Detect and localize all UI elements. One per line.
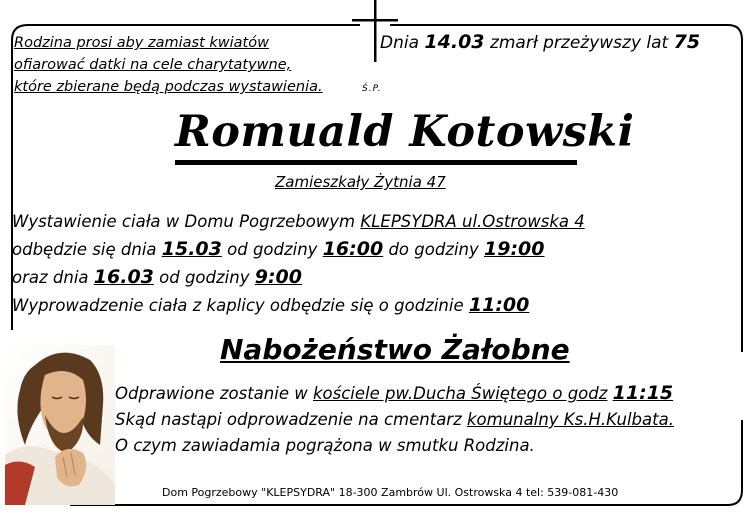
service-title: Nabożeństwo Żałobne xyxy=(220,333,570,366)
flowers-note-line: które zbierane będą podczas wystawienia. xyxy=(14,79,323,95)
death-date: 14.03 xyxy=(424,31,485,53)
viewing-text: odbędzie się dnia xyxy=(12,240,157,259)
viewing-line-1 xyxy=(12,212,585,231)
death-middle: zmarł przeżywszy lat xyxy=(489,33,669,53)
praying-figure-image xyxy=(5,345,115,505)
service-line-1 xyxy=(115,382,673,404)
viewing-from-2: 9:00 xyxy=(254,266,302,288)
footer-contact: Dom Pogrzebowy "KLEPSYDRA" 18-300 Zambrów Ul. Ostrowska 4 tel: 539-081-430 xyxy=(162,486,619,499)
flowers-note xyxy=(14,32,323,98)
viewing-text: Wyprowadzenie ciała z kaplicy odbędzie się o godzinie xyxy=(12,296,464,315)
viewing-from-1: 16:00 xyxy=(322,238,384,260)
viewing-text: oraz dnia xyxy=(12,268,89,287)
viewing-line-2 xyxy=(12,238,545,260)
death-info xyxy=(380,31,700,53)
viewing-text: Wystawienie ciała w Domu Pogrzebowym xyxy=(12,212,356,231)
death-prefix: Dnia xyxy=(380,33,420,53)
death-age: 75 xyxy=(673,31,701,53)
flowers-note-line: ofiarować datki na cele charytatywne, xyxy=(14,57,292,73)
departure-time: 11:00 xyxy=(468,294,530,316)
viewing-line-3 xyxy=(12,266,302,288)
address: Zamieszkały Żytnia 47 xyxy=(275,173,446,191)
service-text: Skąd nastąpi odprowadzenie na cmentarz xyxy=(115,410,462,429)
name-underline xyxy=(175,160,577,165)
service-time: 11:15 xyxy=(612,382,674,404)
flowers-note-line: Rodzina prosi aby zamiast kwiatów xyxy=(14,35,269,51)
service-text: Odprawione zostanie w xyxy=(115,384,308,403)
viewing-text: od godziny xyxy=(227,240,318,259)
church-name: kościele pw.Ducha Świętego o godz xyxy=(312,384,608,403)
service-line-3: O czym zawiadamia pogrążona w smutku Rodzina. xyxy=(115,436,535,455)
viewing-text: do godziny xyxy=(388,240,479,259)
viewing-line-4 xyxy=(12,294,529,316)
viewing-to-1: 19:00 xyxy=(484,238,545,260)
viewing-date-1: 15.03 xyxy=(161,238,222,260)
deceased-name: Romuald Kotowski xyxy=(175,107,635,157)
viewing-text: od godziny xyxy=(159,268,250,287)
sp-label: Ś.P. xyxy=(362,84,382,94)
service-line-2 xyxy=(115,410,674,429)
viewing-date-2: 16.03 xyxy=(93,266,154,288)
cemetery-name: komunalny Ks.H.Kulbata. xyxy=(467,410,674,429)
funeral-home-address: KLEPSYDRA ul.Ostrowska 4 xyxy=(360,212,585,231)
